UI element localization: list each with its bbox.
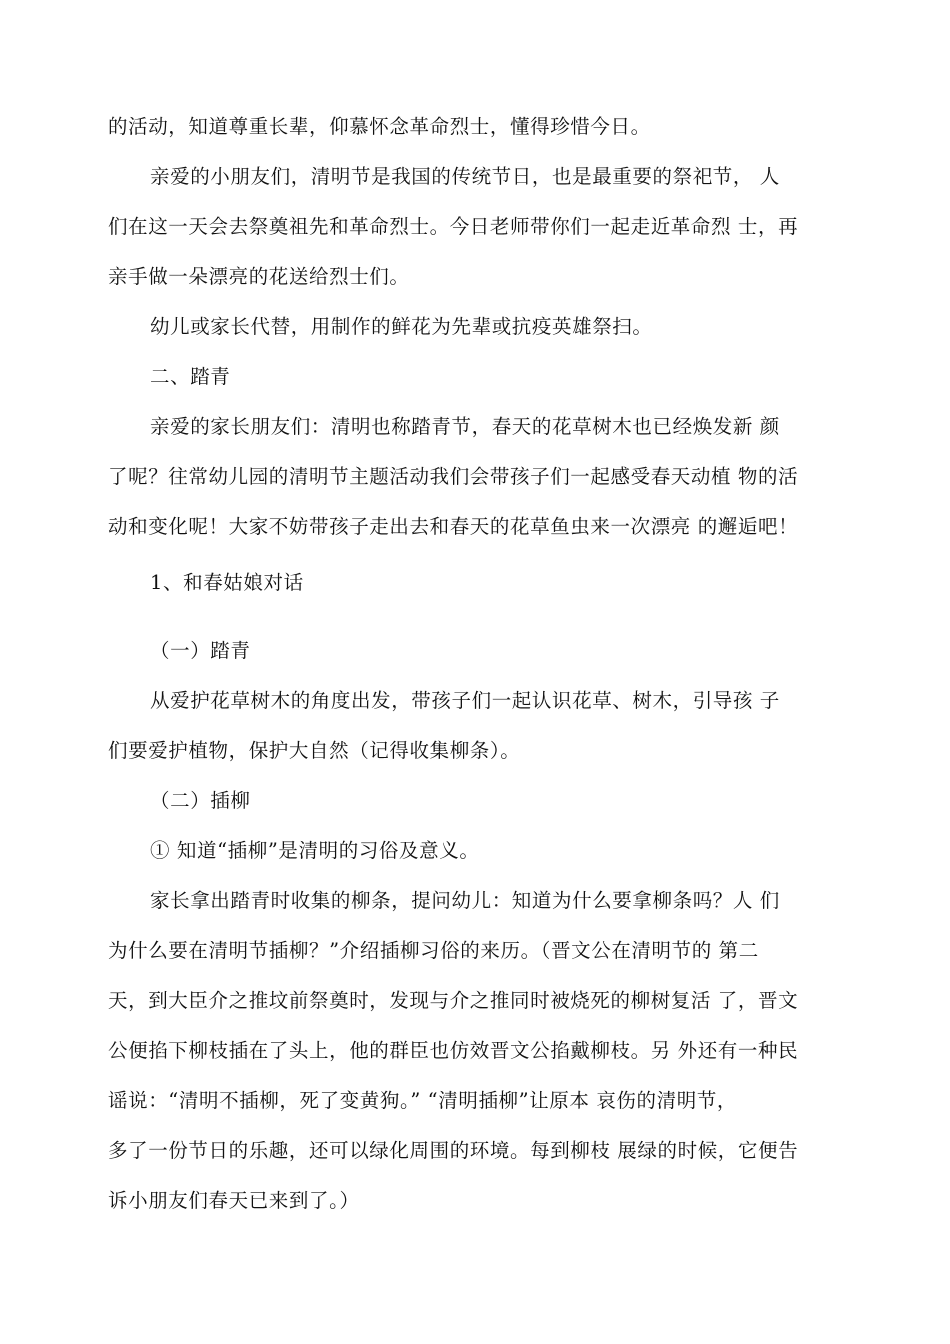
section-heading: 二、踏青 — [150, 365, 231, 388]
paragraph-line: 幼儿或家长代替，用制作的鲜花为先辈或抗疫英雄祭扫。 — [150, 315, 653, 338]
paragraph-line: 动和变化呢！大家不妨带孩子走出去和春天的花草鱼虫来一次漂亮 的邂逅吧！ — [108, 515, 799, 538]
paragraph-line: 从爱护花草树木的角度出发，带孩子们一起认识花草、树木，引导孩 子 — [150, 689, 780, 712]
subsection-heading: （一）踏青 — [150, 639, 251, 662]
paragraph-line: 公便掐下柳枝插在了头上，他的群臣也仿效晋文公掐戴柳枝。另 外还有一种民 — [108, 1039, 799, 1062]
subsection-heading: 1、和春姑娘对话 — [150, 571, 304, 594]
paragraph-line: 诉小朋友们春天已来到了。） — [108, 1189, 360, 1212]
paragraph-line: 家长拿出踏青时收集的柳条，提问幼儿：知道为什么要拿柳条吗？人 们 — [150, 889, 780, 912]
paragraph-line: 为什么要在清明节插柳？”介绍插柳习俗的来历。（晋文公在清明节的 第二 — [108, 939, 759, 962]
paragraph-line: 们要爱护植物，保护大自然（记得收集柳条）。 — [108, 739, 521, 762]
paragraph-line: 谣说：“清明不插柳，死了变黄狗。” “清明插柳”让原本 哀伤的清明节， — [108, 1089, 738, 1112]
paragraph-line: 亲爱的小朋友们，清明节是我国的传统节日，也是最重要的祭祀节， 人 — [150, 165, 780, 188]
subsection-heading: （二）插柳 — [150, 789, 251, 812]
paragraph-line: 多了一份节日的乐趣，还可以绿化周围的环境。每到柳枝 展绿的时候，它便告 — [108, 1139, 799, 1162]
paragraph-line: 了呢？往常幼儿园的清明节主题活动我们会带孩子们一起感受春天动植 物的活 — [108, 465, 799, 488]
paragraph-line: 天，到大臣介之推坟前祭奠时，发现与介之推同时被烧死的柳树复活 了，晋文 — [108, 989, 799, 1012]
list-item: ① 知道“插柳”是清明的习俗及意义。 — [150, 839, 480, 862]
paragraph-line: 亲手做一朵漂亮的花送给烈士们。 — [108, 265, 410, 288]
paragraph-line: 亲爱的家长朋友们：清明也称踏青节，春天的花草树木也已经焕发新 颜 — [150, 415, 780, 438]
paragraph-line: 的活动，知道尊重长辈，仰慕怀念革命烈士，懂得珍惜今日。 — [108, 115, 651, 138]
paragraph-line: 们在这一天会去祭奠祖先和革命烈士。今日老师带你们一起走近革命烈 士，再 — [108, 215, 799, 238]
